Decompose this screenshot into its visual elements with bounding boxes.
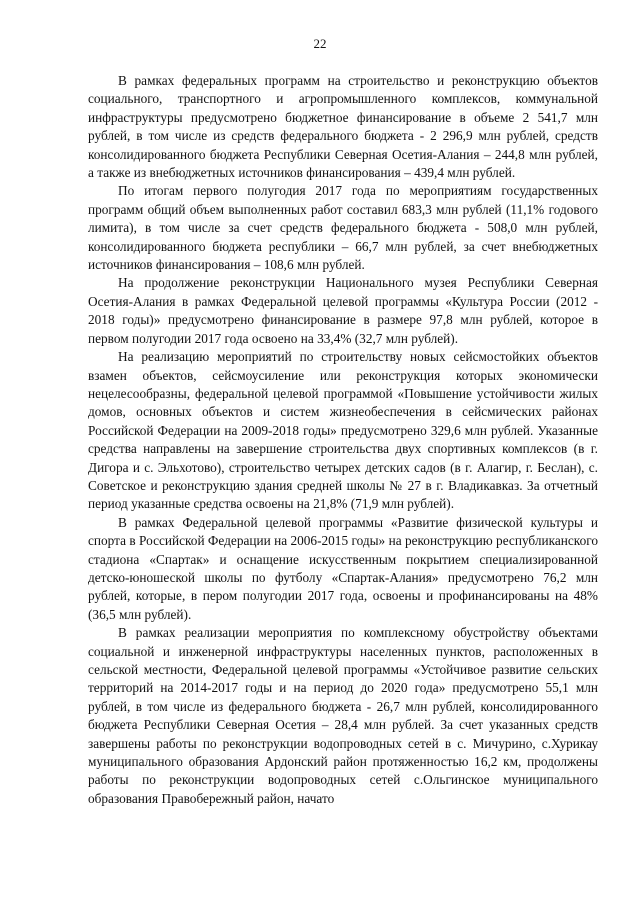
paragraph-rural-development-program: В рамках реализации мероприятия по комплексному обустройству объектами социальной и инженерной инфраструктуры населенных пунктов, расположенных в сельской местности, Федеральной целевой программы «Устойчивое развитие сельских территорий на 2014-2017 годы и на период до 2020 года» предусмотрено 55,1 млн рублей, в том числе из федерального бюджета - 26,7 млн рублей, консолидированного бюджета Республики Северная Осетия – 28,4 млн рублей. За счет указанных средств завершены работы по реконструкции водопроводных сетей в с. Мичурино, с.Хурикау муниципального образования Ардонский район протяженностью 16,2 км, продолжены работы по реконструкции водопроводных сетей с.Ольгинское муниципального образования Правобережный район, начато [88, 625, 598, 806]
paragraph-federal-programs-financing: В рамках федеральных программ на строительство и реконструкцию объектов социального, транспортного и агропромышленного комплексов, коммунальной инфраструктуры предусмотрено бюджетное финансирование в объеме 2 541,7 млн рублей, в том числе из средств федерального бюджета - 2 296,9 млн рублей, средств консолидированного бюджета Республики Северная Осетия-Алания – 244,8 млн рублей, а также из внебюджетных источников финансирования – 439,4 млн рублей. [88, 73, 598, 181]
paragraph-first-half-year-results: По итогам первого полугодия 2017 года по мероприятиям государственных программ общий объем выполненных работ составил 683,3 млн рублей (11,1% годового лимита), в том числе за счет средств федерального бюджета - 508,0 млн рублей, консолидированного бюджета республики – 66,7 млн рублей, за счет внебюджетных источников финансирования – 108,6 млн рублей. [88, 183, 598, 273]
document-body [88, 72, 598, 808]
paragraph-national-museum: На продолжение реконструкции Национального музея Республики Северная Осетия-Алания в рамках Федеральной целевой программы «Культура России (2012 - 2018 годы)» предусмотрено финансирование в размере 97,8 млн рублей, которое в первом полугодии 2017 года освоено на 33,4% (32,7 млн рублей). [88, 275, 598, 346]
paragraph-seismic-safety-program: На реализацию мероприятий по строительству новых сейсмостойких объектов взамен объектов, сейсмоусиление или реконструкция которых экономически нецелесообразны, федеральной целевой программой «Повышение устойчивости жилых домов, основных объектов и систем жизнеобеспечения в сейсмических районах Российской Федерации на 2009-2018 годы» предусмотрено 329,6 млн рублей. Указанные средства направлены на завершение строительства двух спортивных комплексов (в г. Дигора и с. Эльхотово), строительство четырех детских садов (в г. Алагир, г. Беслан), с. Советское и реконструкцию здания средней школы № 27 в г. Владикавказ. За отчетный период указанные средства освоены на 21,8% (71,9 млн рублей). [88, 349, 598, 512]
page-number: 22 [313, 36, 327, 51]
paragraph-sports-development-program: В рамках Федеральной целевой программы «Развитие физической культуры и спорта в Российской Федерации на 2006-2015 годы» на реконструкцию республиканского стадиона «Спартак» и оснащение искусственным покрытием специализированной детско-юношеской школы по футболу «Спартак-Алания» предусмотрено 76,2 млн рублей, которые, в пером полугодии 2017 года, освоены и профинансированы на 48% (36,5 млн рублей). [88, 514, 598, 622]
